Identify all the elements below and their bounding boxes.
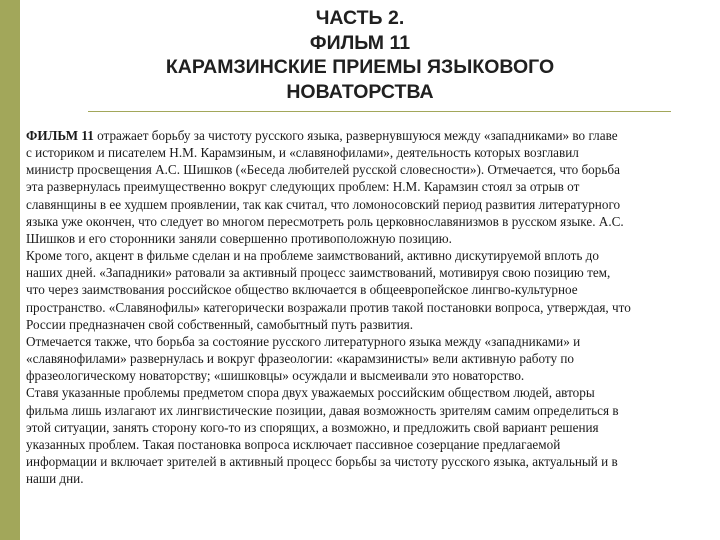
body-text (26, 127, 716, 487)
body-line: Шишков и его сторонники заняли совершенно противоположную позицию. (26, 230, 452, 246)
title-line-part: ЧАСТЬ 2. (315, 7, 405, 29)
body-line: с историком и писателем Н.М. Карамзиным, и «славянофилами», деятельность которых возглавил (26, 145, 579, 161)
body-line: пространство. «Славянофилы» категорически возражали против такой постановки вопроса, утверждая, что (26, 299, 631, 315)
body-line: наши дни. (26, 471, 84, 487)
body-line: фразеологическому новаторству; «шишковцы» осуждали и высмеивали это новаторство. (26, 368, 525, 384)
title-line-topic-cont: НОВАТОРСТВА (286, 80, 434, 103)
title-line-topic: КАРАМЗИНСКИЕ ПРИЕМЫ ЯЗЫКОВОГО (165, 56, 555, 78)
slide-title (40, 6, 680, 104)
title-divider (88, 111, 671, 112)
body-line: информации и включает зрителей в активный процесс борьбы за чистоту русского языка, актуальный и в (26, 453, 618, 469)
body-line: славянщины в ее худшем проявлении, так как считал, что ломоносовский период развития литературного (26, 196, 621, 212)
body-lead: ФИЛЬМ 11 (26, 128, 94, 143)
body-line: фильма лишь излагают их лингвистические позиции, давая возможность зрителям самим определиться в (26, 402, 619, 418)
title-line-film: ФИЛЬМ 11 (309, 31, 411, 54)
body-line: наших дней. «Западники» ратовали за активный процесс заимствований, мотивируя свою позицию тем, (26, 265, 611, 281)
left-accent-bar (0, 0, 20, 540)
body-line-1-text: отражает борьбу за чистоту русского языка, развернувшуюся между «западниками» во главе (93, 128, 618, 143)
body-line: «славянофилами» развернулась и вокруг фразеологии: «карамзинисты» вели активную работу по (26, 351, 575, 367)
body-line: языка уже окончен, что следует во многом пересмотреть роль церковнославянизмов в русском языке. А.С. (26, 213, 624, 229)
body-line: указанных проблем. Такая постановка вопроса исключает пассивное созерцание предлагаемой (26, 436, 561, 452)
body-line-1 (26, 127, 716, 144)
body-line: России предназначен свой собственный, самобытный путь развития. (26, 316, 414, 332)
body-line: министр просвещения А.С. Шишков («Беседа любителей русской словесности»). Отмечается, что борьба (26, 162, 620, 178)
body-line: этой ситуации, занять сторону кого-то из спорящих, а возможно, и предложить свой вариант решения (26, 419, 599, 435)
body-line: эта развернулась преимущественно вокруг следующих проблем: Н.М. Карамзин стоял за отрыв от (26, 179, 580, 195)
body-line: Ставя указанные проблемы предметом спора двух уважаемых российским обществом людей, авторы (26, 385, 595, 401)
body-line: Отмечается также, что борьба за состояние русского литературного языка между «западниками» и (26, 333, 581, 349)
body-line: Кроме того, акцент в фильме сделан и на проблеме заимствований, активно дискутируемой вплоть до (26, 248, 599, 264)
body-line: что через заимствования российское общество включается в общеевропейское лингво-культурное (26, 282, 578, 298)
